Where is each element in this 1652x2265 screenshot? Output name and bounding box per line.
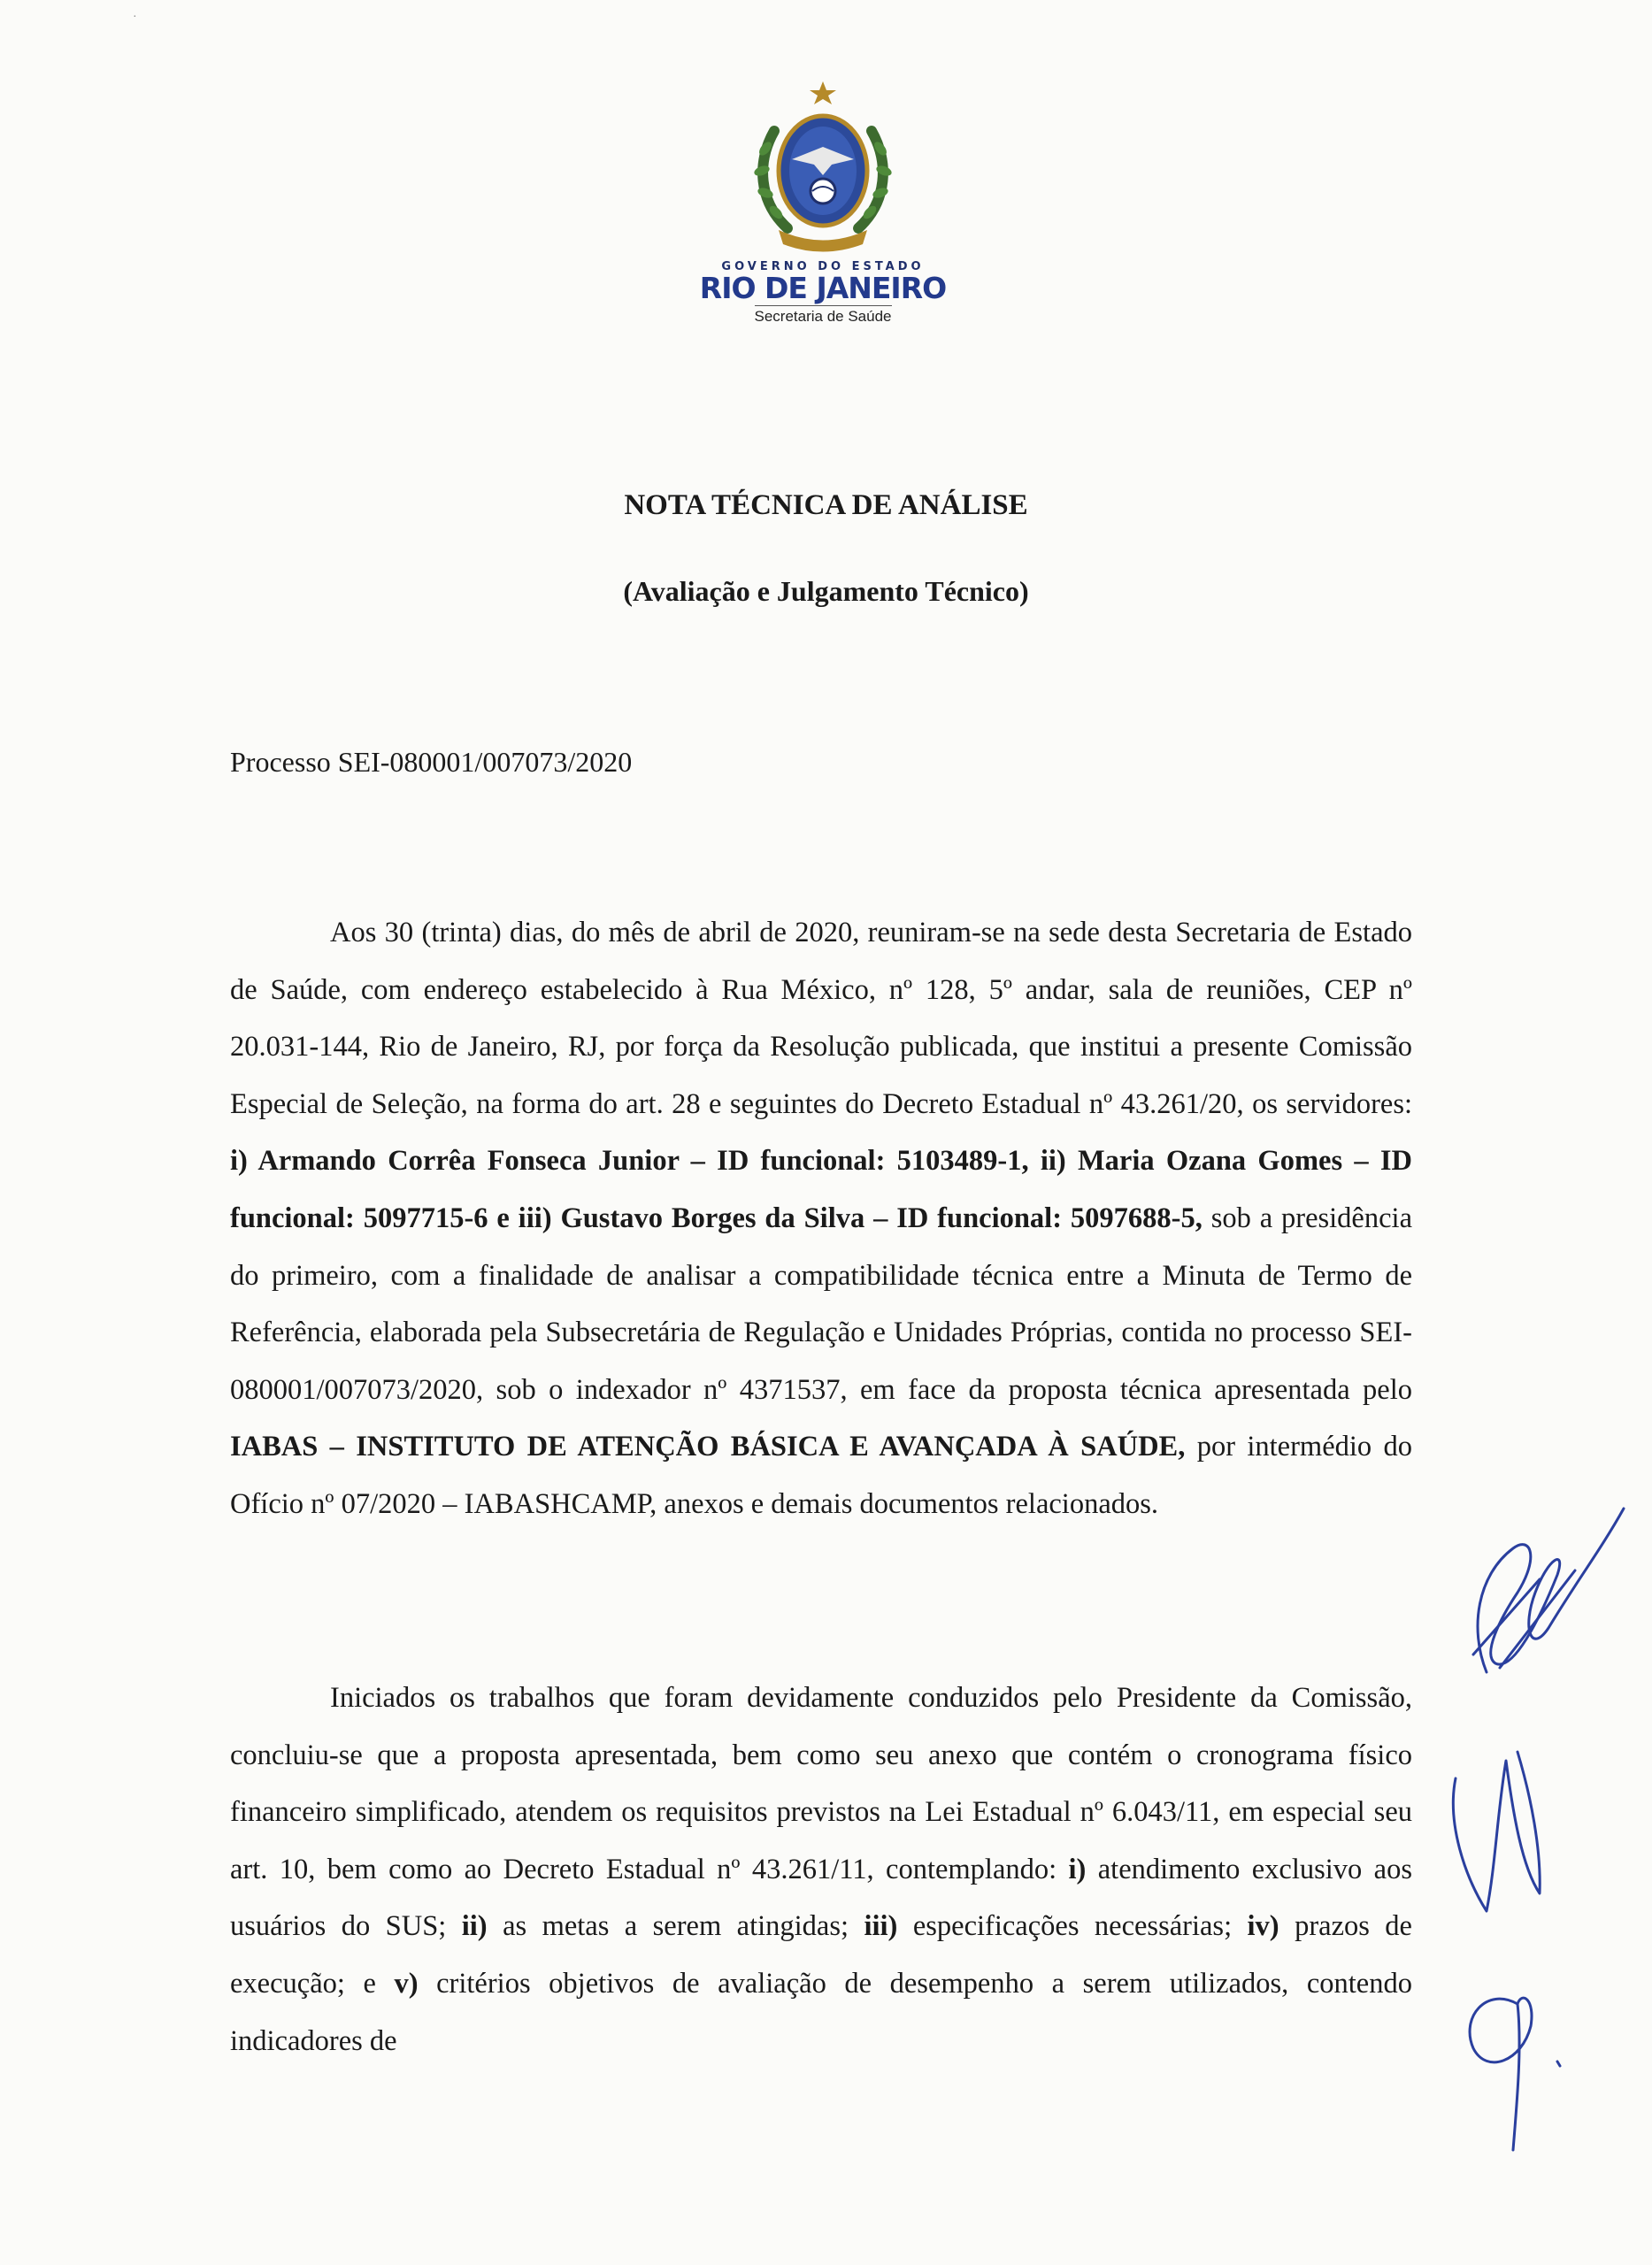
government-label: GOVERNO DO ESTADO	[721, 260, 925, 273]
initial-stroke-6	[1557, 2062, 1560, 2066]
paragraph-bold-text: IABAS – INSTITUTO DE ATENÇÃO BÁSICA E AVANÇADA À SAÚDE,	[230, 1431, 1186, 1463]
paragraph-text: critérios objetivos de avaliação de desempenho a serem utilizados, contendo indicadores de	[230, 1967, 1412, 2057]
scan-speck: ·	[133, 11, 137, 24]
letterhead	[690, 78, 956, 326]
initial-stroke-5	[1470, 1998, 1532, 2150]
handwritten-initials	[1433, 1495, 1637, 2159]
document-title: NOTA TÉCNICA DE ANÁLISE	[624, 489, 1028, 521]
paragraph-bold-text: iv)	[1247, 1910, 1279, 1943]
paragraph-bold-text: iii)	[864, 1910, 898, 1943]
paragraph-text: especificações necessárias;	[897, 1910, 1248, 1943]
document-subtitle: (Avaliação e Julgamento Técnico)	[623, 575, 1029, 607]
initial-stroke-1	[1478, 1509, 1624, 1672]
paragraph-text: atendimento exclusivo aos usuários do SUS;	[230, 1853, 1412, 1943]
paragraph-text: Aos 30 (trinta) dias, do mês de abril de 2020, reuniram-se na sede desta Secretaria de Estado de Saúde, com endereço estabelecido à Rua México, nº 128, 5º andar, sala de reuniões, CEP nº 20.031-144, Rio de Janeiro, RJ, por força da Resolução publicada, que institui a presente Comissão Especial de Seleção, na forma do art. 28 e seguintes do Decreto Estadual nº 43.261/20, os servidores:	[230, 917, 1412, 1120]
state-name: RIO DE JANEIRO	[699, 271, 947, 305]
process-number: Processo SEI-080001/007073/2020	[230, 746, 633, 778]
paragraph-conclusion	[230, 1670, 1412, 2069]
secretariat-name: Secretaria de Saúde	[755, 305, 892, 326]
paragraph-text: por intermédio do Ofício nº 07/2020 – IABASHCAMP, anexos e demais documentos relacionados.	[230, 1431, 1412, 1520]
paragraph-bold-text: v)	[394, 1967, 419, 2000]
paragraph-text: sob a presidência do primeiro, com a finalidade de analisar a compatibilidade técnica entre a Minuta de Termo de Referência, elaborada pela Subsecretária de Regulação e Unidades Próprias, contida no processo SEI-080001/007073/2020, sob o indexador nº 4371537, em face da proposta técnica apresentada pelo	[230, 1202, 1412, 1406]
coat-of-arms-icon	[739, 78, 907, 255]
initial-stroke-4	[1453, 1752, 1540, 1911]
paragraph-bold-text: ii)	[461, 1910, 488, 1943]
paragraph-text: prazos de execução; e	[230, 1910, 1412, 2000]
paragraph-bold-text: i) Armando Corrêa Fonseca Junior – ID funcional: 5103489-1, ii) Maria Ozana Gomes – ID funcional: 5097715-6 e iii) Gustavo Borges da Silva – ID funcional: 5097688-5,	[230, 1145, 1412, 1234]
paragraph-text: Iniciados os trabalhos que foram devidamente conduzidos pelo Presidente da Comissão, concluiu-se que a proposta apresentada, bem como seu anexo que contém o cronograma físico financeiro simplificado, atendem os requisitos previstos na Lei Estadual nº 6.043/11, em especial seu art. 10, bem como ao Decreto Estadual nº 43.261/11, contemplando:	[230, 1682, 1412, 1885]
paragraph-meeting	[230, 904, 1412, 1533]
paragraph-text: as metas a serem atingidas;	[487, 1910, 864, 1943]
paragraph-bold-text: i)	[1068, 1853, 1087, 1885]
